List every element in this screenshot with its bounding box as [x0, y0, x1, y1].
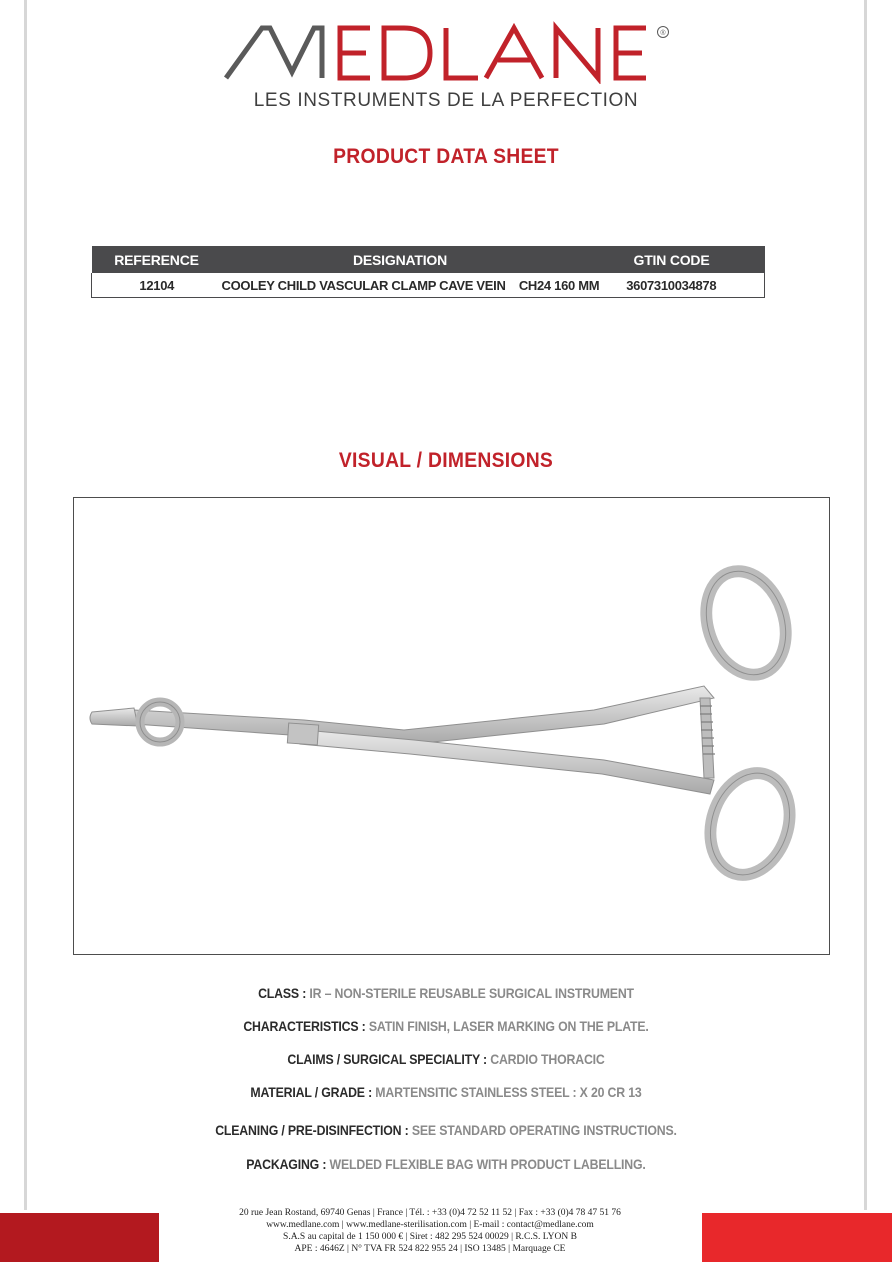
spec-cleaning-label: CLEANING / PRE-DISINFECTION : — [215, 1122, 409, 1138]
spec-class — [54, 985, 839, 1001]
spec-characteristics-value: SATIN FINISH, LASER MARKING ON THE PLATE. — [368, 1018, 649, 1034]
designation-header: DESIGNATION — [222, 246, 579, 273]
product-data-sheet-title: PRODUCT DATA SHEET — [333, 145, 559, 168]
footer-registration: APE : 4646Z | N° TVA FR 524 822 955 24 | ISO 13485 | Marquage CE — [294, 1244, 566, 1254]
spec-cleaning — [54, 1122, 839, 1138]
product-visual-frame — [73, 497, 830, 955]
spec-claims-label: CLAIMS / SURGICAL SPECIALITY : — [287, 1051, 487, 1067]
spec-packaging — [54, 1156, 839, 1172]
spec-claims-value: CARDIO THORACIC — [490, 1051, 605, 1067]
spec-cleaning-value: SEE STANDARD OPERATING INSTRUCTIONS. — [411, 1122, 677, 1138]
spec-material — [54, 1084, 839, 1100]
surgical-clamp-illustration — [74, 498, 831, 956]
company-footer — [160, 1207, 700, 1255]
registered-mark: ® — [660, 30, 666, 37]
page-frame-right — [864, 0, 867, 1210]
spec-characteristics-label: CHARACTERISTICS : — [243, 1018, 366, 1034]
reference-header: REFERENCE — [92, 246, 222, 273]
spec-class-label: CLASS : — [258, 985, 307, 1001]
visual-dimensions-title: VISUAL / DIMENSIONS — [338, 449, 554, 472]
product-reference-table — [91, 246, 765, 298]
spec-class-value: IR – NON-STERILE REUSABLE SURGICAL INSTRUMENT — [309, 985, 634, 1001]
spec-characteristics — [54, 1018, 839, 1034]
footer-red-bar-left — [0, 1213, 159, 1262]
spec-packaging-value: WELDED FLEXIBLE BAG WITH PRODUCT LABELLING. — [329, 1156, 646, 1172]
table-row — [92, 273, 765, 298]
page-frame-left — [24, 0, 27, 1210]
gtin-code-header: GTIN CODE — [579, 246, 765, 273]
table-header-row — [92, 246, 765, 273]
footer-address: 20 rue Jean Rostand, 69740 Genas | France | Tél. : +33 (0)4 72 52 11 52 | Fax : +33 (0)4 78 47 51 76 — [239, 1208, 621, 1218]
footer-red-bar-right — [702, 1213, 892, 1262]
brand-tagline: LES INSTRUMENTS DE LA PERFECTION — [253, 90, 639, 111]
medlane-logo — [222, 20, 672, 84]
spec-claims — [54, 1051, 839, 1067]
footer-websites: www.medlane.com | www.medlane-sterilisation.com | E-mail : contact@medlane.com — [266, 1220, 594, 1230]
footer-legal: S.A.S au capital de 1 150 000 € | Siret : 482 295 524 00029 | R.C.S. LYON B — [283, 1232, 577, 1242]
spec-material-value: MARTENSITIC STAINLESS STEEL : X 20 CR 13 — [375, 1084, 642, 1100]
gtin-code-cell: 3607310034878 — [579, 273, 765, 298]
reference-cell: 12104 — [92, 273, 222, 298]
designation-cell: COOLEY CHILD VASCULAR CLAMP CAVE VEIN CH24 160 MM — [222, 273, 579, 298]
spec-packaging-label: PACKAGING : — [246, 1156, 327, 1172]
spec-material-label: MATERIAL / GRADE : — [250, 1084, 373, 1100]
